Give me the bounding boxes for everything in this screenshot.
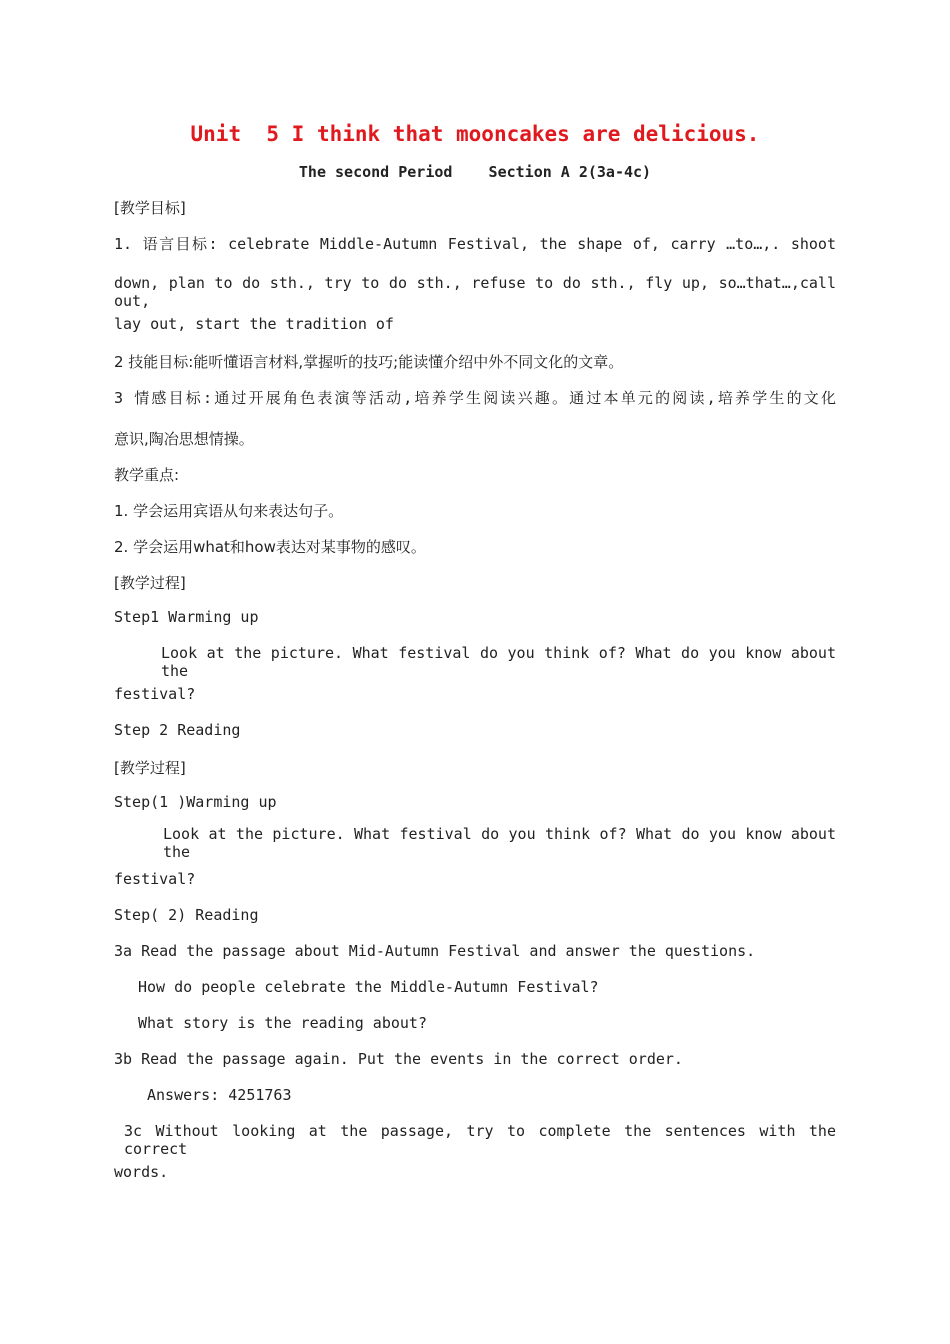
task-3c-line-1: 3c Without looking at the passage, try to complete the sentences with the correct: [124, 1122, 836, 1158]
step1-text-line-1: Look at the picture. What festival do you think of? What do you know about the: [161, 644, 836, 680]
step-2b-heading: Step( 2) Reading: [114, 906, 259, 924]
document-subtitle: The second Period Section A 2(3a-4c): [298, 163, 652, 181]
process-heading-1: [教学过程]: [114, 574, 186, 592]
task-3a: 3a Read the passage about Mid-Autumn Festival and answer the questions.: [114, 942, 756, 960]
task-3c-line-2: words.: [114, 1163, 169, 1181]
key-point-1: 1. 学会运用宾语从句来表达句子。: [114, 502, 344, 520]
process-heading-2: [教学过程]: [114, 759, 186, 777]
key-points-heading: 教学重点:: [114, 466, 180, 484]
objective-emotion-line-1: 3 情感目标:通过开展角色表演等活动,培养学生阅读兴趣。通过本单元的阅读,培养学生的文化: [114, 389, 836, 407]
objective-emotion-line-2: 意识,陶冶思想情操。: [114, 430, 254, 448]
step-1b-heading: Step(1 )Warming up: [114, 793, 277, 811]
task-3b: 3b Read the passage again. Put the events in the correct order.: [114, 1050, 683, 1068]
step-1b-text-line-2: festival?: [114, 870, 196, 888]
document-title: Unit 5 I think that mooncakes are delicious.: [190, 122, 760, 146]
objective-language-line-1: 1. 语言目标: celebrate Middle-Autumn Festival, the shape of, carry …to…,. shoot: [114, 235, 836, 253]
answers: Answers: 4251763: [147, 1086, 292, 1104]
question-2: What story is the reading about?: [138, 1014, 427, 1032]
step1-text-line-2: festival?: [114, 685, 196, 703]
step1-heading: Step1 Warming up: [114, 608, 259, 626]
objective-skills: 2 技能目标:能听懂语言材料,掌握听的技巧;能读懂介绍中外不同文化的文章。: [114, 353, 624, 371]
objectives-heading: [教学目标]: [114, 199, 186, 217]
key-point-2: 2. 学会运用what和how表达对某事物的感叹。: [114, 538, 426, 556]
step2-heading: Step 2 Reading: [114, 721, 241, 739]
step-1b-text-line-1: Look at the picture. What festival do you think of? What do you know about the: [163, 825, 836, 861]
objective-language-line-3: lay out, start the tradition of: [114, 315, 394, 333]
question-1: How do people celebrate the Middle-Autumn Festival?: [138, 978, 599, 996]
objective-language-line-2: down, plan to do sth., try to do sth., refuse to do sth., fly up, so…that…,call out,: [114, 274, 836, 310]
